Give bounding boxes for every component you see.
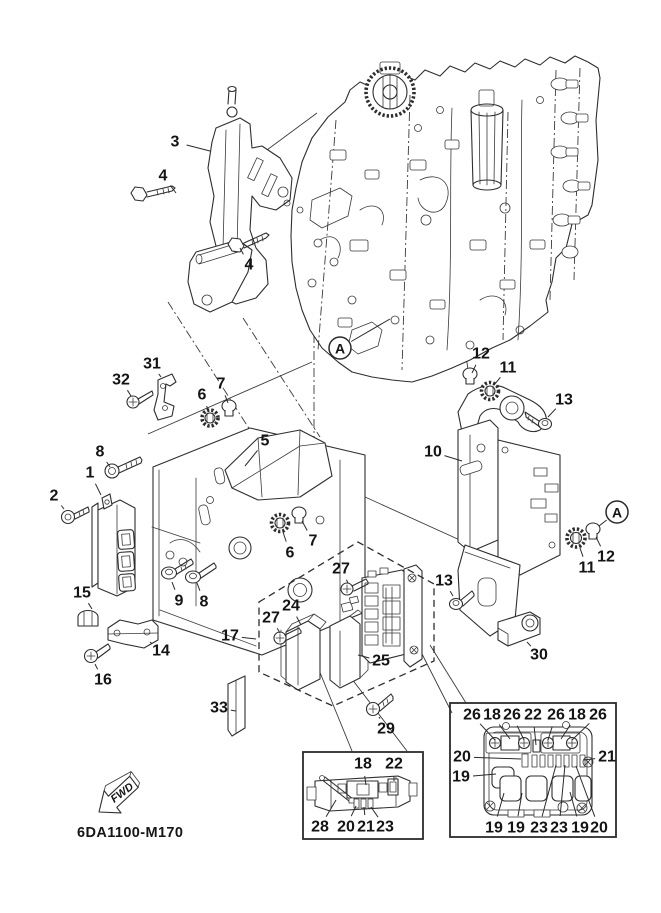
grommet-6-upper: [202, 410, 218, 426]
callout-3: 3: [170, 133, 180, 151]
callout-18: 18: [354, 755, 372, 773]
callout-18: 18: [568, 706, 586, 724]
drawing-number: 6DA1100-M170: [77, 825, 184, 841]
callout-12: 12: [472, 345, 490, 363]
leader-line: [450, 591, 453, 596]
leader-line: [61, 506, 64, 510]
callout-2: 2: [49, 487, 59, 505]
callout-13: 13: [555, 391, 573, 409]
callout-4: 4: [244, 256, 254, 274]
callout-6: 6: [197, 386, 207, 404]
callout-6: 6: [285, 544, 295, 562]
callout-26: 26: [463, 706, 481, 724]
callout-8: 8: [199, 593, 209, 611]
bracket-plate-31: [154, 374, 176, 420]
screw-32: [127, 391, 153, 408]
leader-line: [159, 374, 161, 377]
callout-9: 9: [174, 592, 184, 610]
leader-line: [599, 520, 607, 526]
clip-15: [78, 611, 98, 627]
callout-11: 11: [578, 559, 596, 577]
collar-12-upper: [463, 368, 477, 384]
callout-32: 32: [112, 371, 130, 389]
view-marker-A: [606, 501, 628, 523]
callout-7: 7: [216, 375, 226, 393]
callout-21: 21: [357, 818, 375, 836]
leader-line: [95, 484, 101, 495]
callout-26: 26: [547, 706, 565, 724]
callout-24: 24: [282, 597, 300, 615]
callout-7: 7: [308, 532, 318, 550]
callout-30: 30: [530, 646, 548, 664]
callout-11: 11: [499, 359, 517, 377]
leader-line: [548, 409, 556, 417]
screw-2: [62, 507, 90, 524]
callout-20: 20: [453, 748, 471, 766]
callout-14: 14: [152, 642, 170, 660]
callout-4: 4: [158, 167, 168, 185]
callout-18: 18: [483, 706, 501, 724]
callout-23: 23: [550, 819, 568, 837]
leader-line: [494, 377, 500, 385]
collar-12-lower: [586, 523, 600, 539]
grommet-11-lower: [567, 529, 585, 547]
svg-text:A: A: [611, 504, 623, 521]
leader-line: [580, 548, 583, 557]
callout-20: 20: [590, 819, 608, 837]
bolt-4-upper: [131, 186, 175, 201]
bracket-14: [108, 620, 158, 648]
callout-23: 23: [376, 818, 394, 836]
view-marker-A: [329, 337, 351, 359]
callout-27: 27: [332, 560, 350, 578]
grommet-6-lower: [272, 515, 289, 532]
callout-16: 16: [94, 671, 112, 689]
callout-13: 13: [435, 572, 453, 590]
fwd-arrow: [89, 768, 148, 823]
leader-line: [127, 390, 131, 396]
sheet-33: [228, 676, 245, 736]
engine-block-art: [291, 56, 600, 382]
ecu-unit-1: [92, 494, 136, 596]
callout-10: 10: [424, 443, 442, 461]
svg-text:A: A: [334, 340, 346, 357]
callout-29: 29: [377, 720, 395, 738]
leader-line: [596, 537, 601, 546]
callout-8: 8: [95, 443, 105, 461]
leader-line: [379, 717, 380, 719]
callout-23: 23: [530, 819, 548, 837]
callout-21: 21: [598, 748, 616, 766]
callout-5: 5: [260, 432, 270, 450]
callout-1: 1: [85, 464, 95, 482]
callout-26: 26: [503, 706, 521, 724]
callout-20: 20: [337, 818, 355, 836]
callout-22: 22: [385, 755, 403, 773]
bolt-8-upper: [105, 457, 142, 478]
fuse-box-body: [362, 565, 422, 667]
callout-12: 12: [597, 548, 615, 566]
leader-line: [95, 664, 98, 669]
screw-16: [85, 644, 111, 663]
leader-line: [187, 145, 210, 151]
callout-28: 28: [311, 818, 329, 836]
callout-26: 26: [589, 706, 607, 724]
callout-19: 19: [485, 819, 503, 837]
callout-19: 19: [571, 819, 589, 837]
fwd-label: FWD: [108, 780, 136, 806]
screw-29: [367, 694, 394, 716]
callout-19: 19: [452, 768, 470, 786]
callout-33: 33: [210, 699, 228, 717]
callout-22: 22: [524, 706, 542, 724]
mounting-bracket-3: [188, 87, 292, 313]
callout-15: 15: [73, 584, 91, 602]
callout-19: 19: [507, 819, 525, 837]
callout-27: 27: [262, 609, 280, 627]
leader-line: [88, 603, 92, 609]
collar-7-upper: [222, 400, 236, 416]
callout-25: 25: [372, 652, 390, 670]
callout-17: 17: [221, 627, 239, 645]
callout-31: 31: [143, 355, 161, 373]
grommet-11-upper: [482, 383, 499, 400]
